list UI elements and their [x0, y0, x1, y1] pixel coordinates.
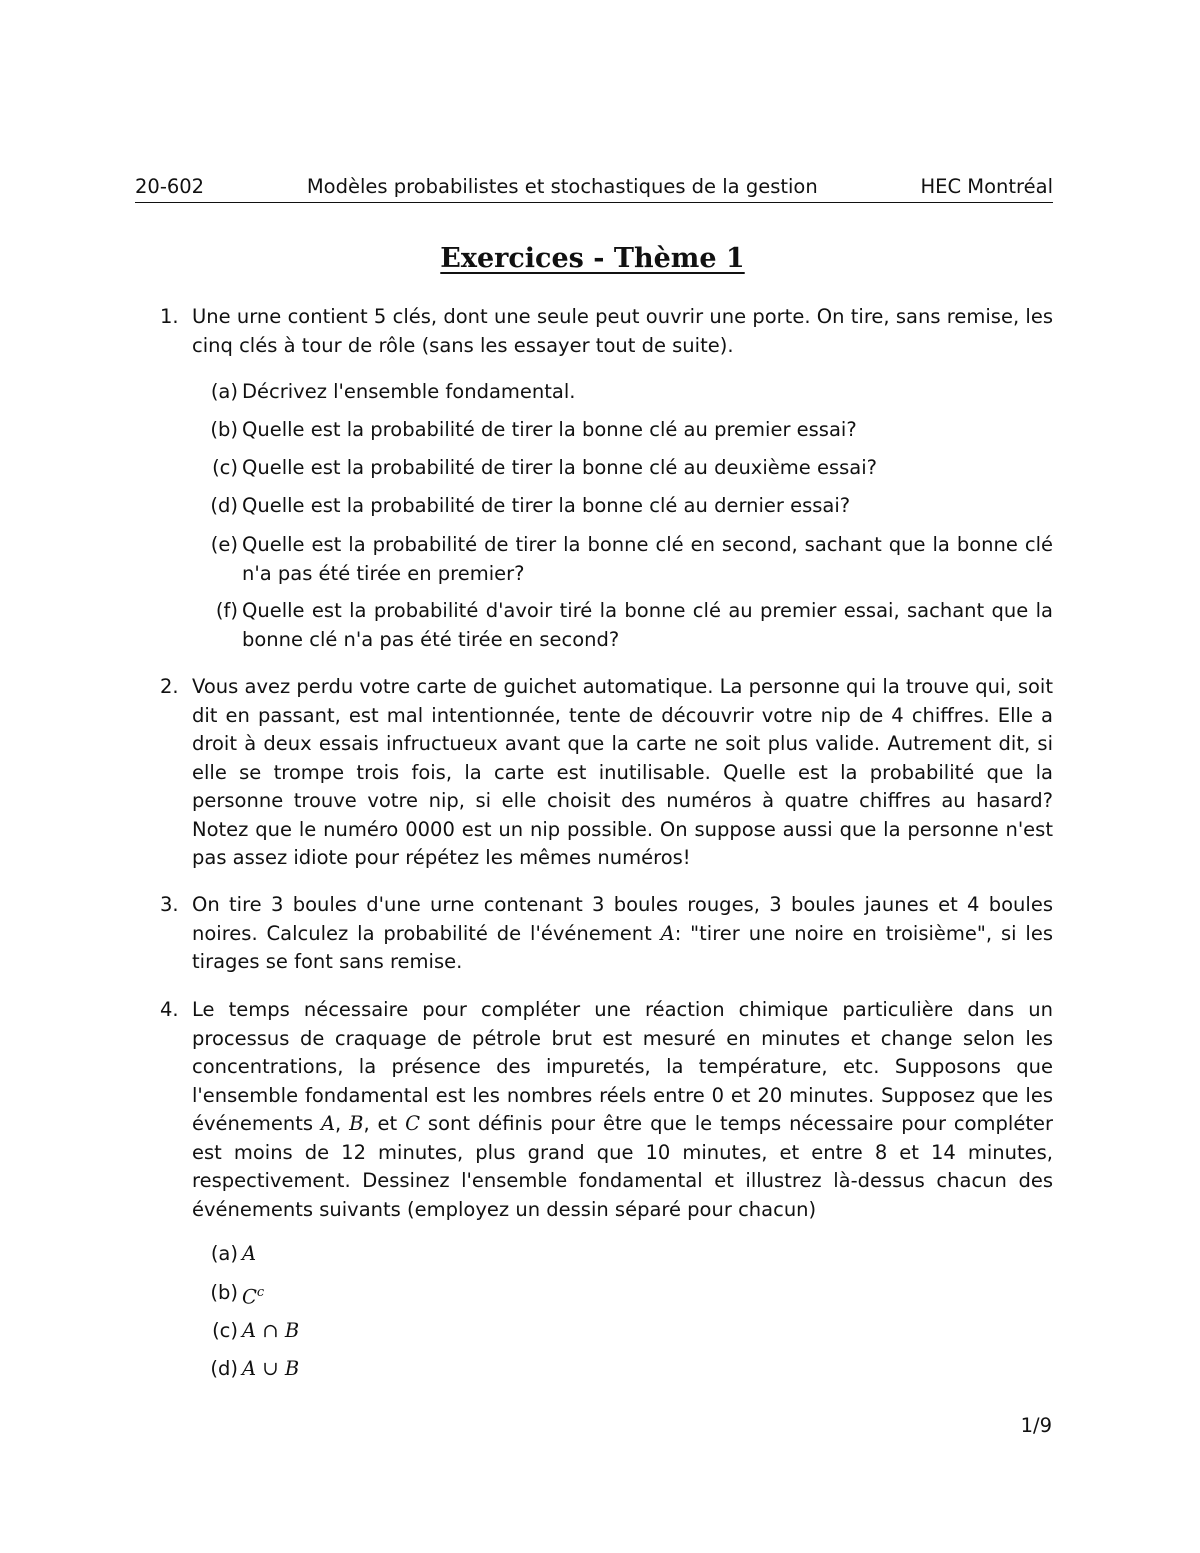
page-header — [135, 175, 1053, 203]
subitem-label: (a) — [210, 1242, 238, 1265]
exercise-number: 2. — [160, 675, 179, 698]
course-title: Modèles probabilistes et stochastiques de la gestion — [306, 175, 818, 198]
separator: , et — [363, 1112, 406, 1135]
subitem-label: (f) — [215, 599, 238, 622]
math-event-c: C — [405, 1112, 421, 1135]
math-event-b: B — [349, 1112, 364, 1135]
subitem-label: (e) — [210, 533, 238, 556]
exercise-text: Une urne contient 5 clés, dont une seule peut ouvrir une porte. On tire, sans remise, les cinq clés à tour de rôle (sans les essayer tout de suite). — [192, 305, 1053, 357]
math-expression: A ∩ B — [242, 1319, 300, 1342]
subitem-text: Quelle est la probabilité de tirer la bonne clé au premier essai? — [242, 418, 857, 441]
exercise-text — [192, 996, 1053, 1224]
math-expression: A ∪ B — [242, 1357, 300, 1380]
subitem-label: (d) — [210, 1357, 238, 1380]
math-event-a: A — [660, 921, 675, 945]
text-segment: sont définis pour être que le temps nécessaire pour compléter est moins de 12 minutes, plus grand que 10 minutes, et entre 8 et 14 minutes, respectivement. Dessinez l'ensemble fondamental et illustrez là-dessus chacun des événements suivants (employez un dessin séparé pour chacun) — [192, 1112, 1053, 1221]
exercise-number: 1. — [160, 305, 179, 328]
subitem-math — [242, 1317, 1053, 1346]
math-expression: A — [242, 1242, 257, 1265]
exercise-number: 4. — [160, 998, 179, 1021]
subitem-text: Quelle est la probabilité de tirer la bonne clé au deuxième essai? — [242, 456, 877, 479]
subitem-text: Quelle est la probabilité de tirer la bonne clé en second, sachant que la bonne clé n'a pas été tirée en premier? — [242, 533, 1053, 585]
math-expression: C — [242, 1285, 257, 1309]
exercise-number: 3. — [160, 893, 179, 916]
subitem-label: (c) — [212, 1319, 238, 1342]
subitem-label: (d) — [210, 494, 238, 517]
subitem-label: (c) — [212, 456, 238, 479]
math-superscript: c — [256, 1285, 265, 1300]
subitem-text: Quelle est la probabilité de tirer la bonne clé au dernier essai? — [242, 494, 851, 517]
subitem-text: Décrivez l'ensemble fondamental. — [242, 380, 576, 403]
subitem-text: Quelle est la probabilité d'avoir tiré la bonne clé au premier essai, sachant que la bonne clé n'a pas été tirée en second? — [242, 599, 1053, 651]
text-segment: Le temps nécessaire pour compléter une réaction chimique particulière dans un processus de craquage de pétrole brut est mesuré en minutes et change selon les concentrations, la présence des impuretés, la température, etc. Supposons que l'ensemble fondamental est les nombres réels entre 0 et 20 minutes. Supposez que les événements — [192, 998, 1053, 1135]
subitem-math — [242, 1279, 1053, 1312]
subitem-math — [242, 1355, 1053, 1384]
school-name: HEC Montréal — [920, 175, 1053, 198]
subitem-math — [242, 1240, 1053, 1269]
subitem-label: (b) — [210, 1281, 238, 1304]
text-segment: : "tirer une noire en troisième", si les tirages se font sans remise. — [192, 921, 1053, 973]
text-segment: On tire 3 boules d'une urne contenant 3 boules rouges, 3 boules jaunes et 4 boules noires. Calculez la probabilité de l'événement — [192, 893, 1053, 945]
math-event-a: A — [320, 1112, 336, 1135]
page-title: Exercices - Thème 1 — [440, 243, 745, 274]
exercise-text: Vous avez perdu votre carte de guichet automatique. La personne qui la trouve qui, soit dit en passant, est mal intentionnée, tente de découvrir votre nip de 4 chiffres. Elle a droit à deux essais infructueux avant que la carte ne soit plus valide. Autrement dit, si elle se trompe trois fois, la carte est inutilisable. Quelle est la probabilité que la personne trouve votre nip, si elle choisit des numéros à quatre chiffres au hasard? Notez que le numéro 0000 est un nip possible. On suppose aussi que la personne n'est pas assez idiote pour répétez les mêmes numéros! — [192, 675, 1053, 869]
exercise-text — [192, 891, 1053, 977]
page-number: 1/9 — [1020, 1414, 1052, 1437]
subitem-label: (a) — [210, 380, 238, 403]
subitem-label: (b) — [210, 418, 238, 441]
separator: , — [335, 1112, 350, 1135]
course-code: 20-602 — [135, 175, 205, 198]
